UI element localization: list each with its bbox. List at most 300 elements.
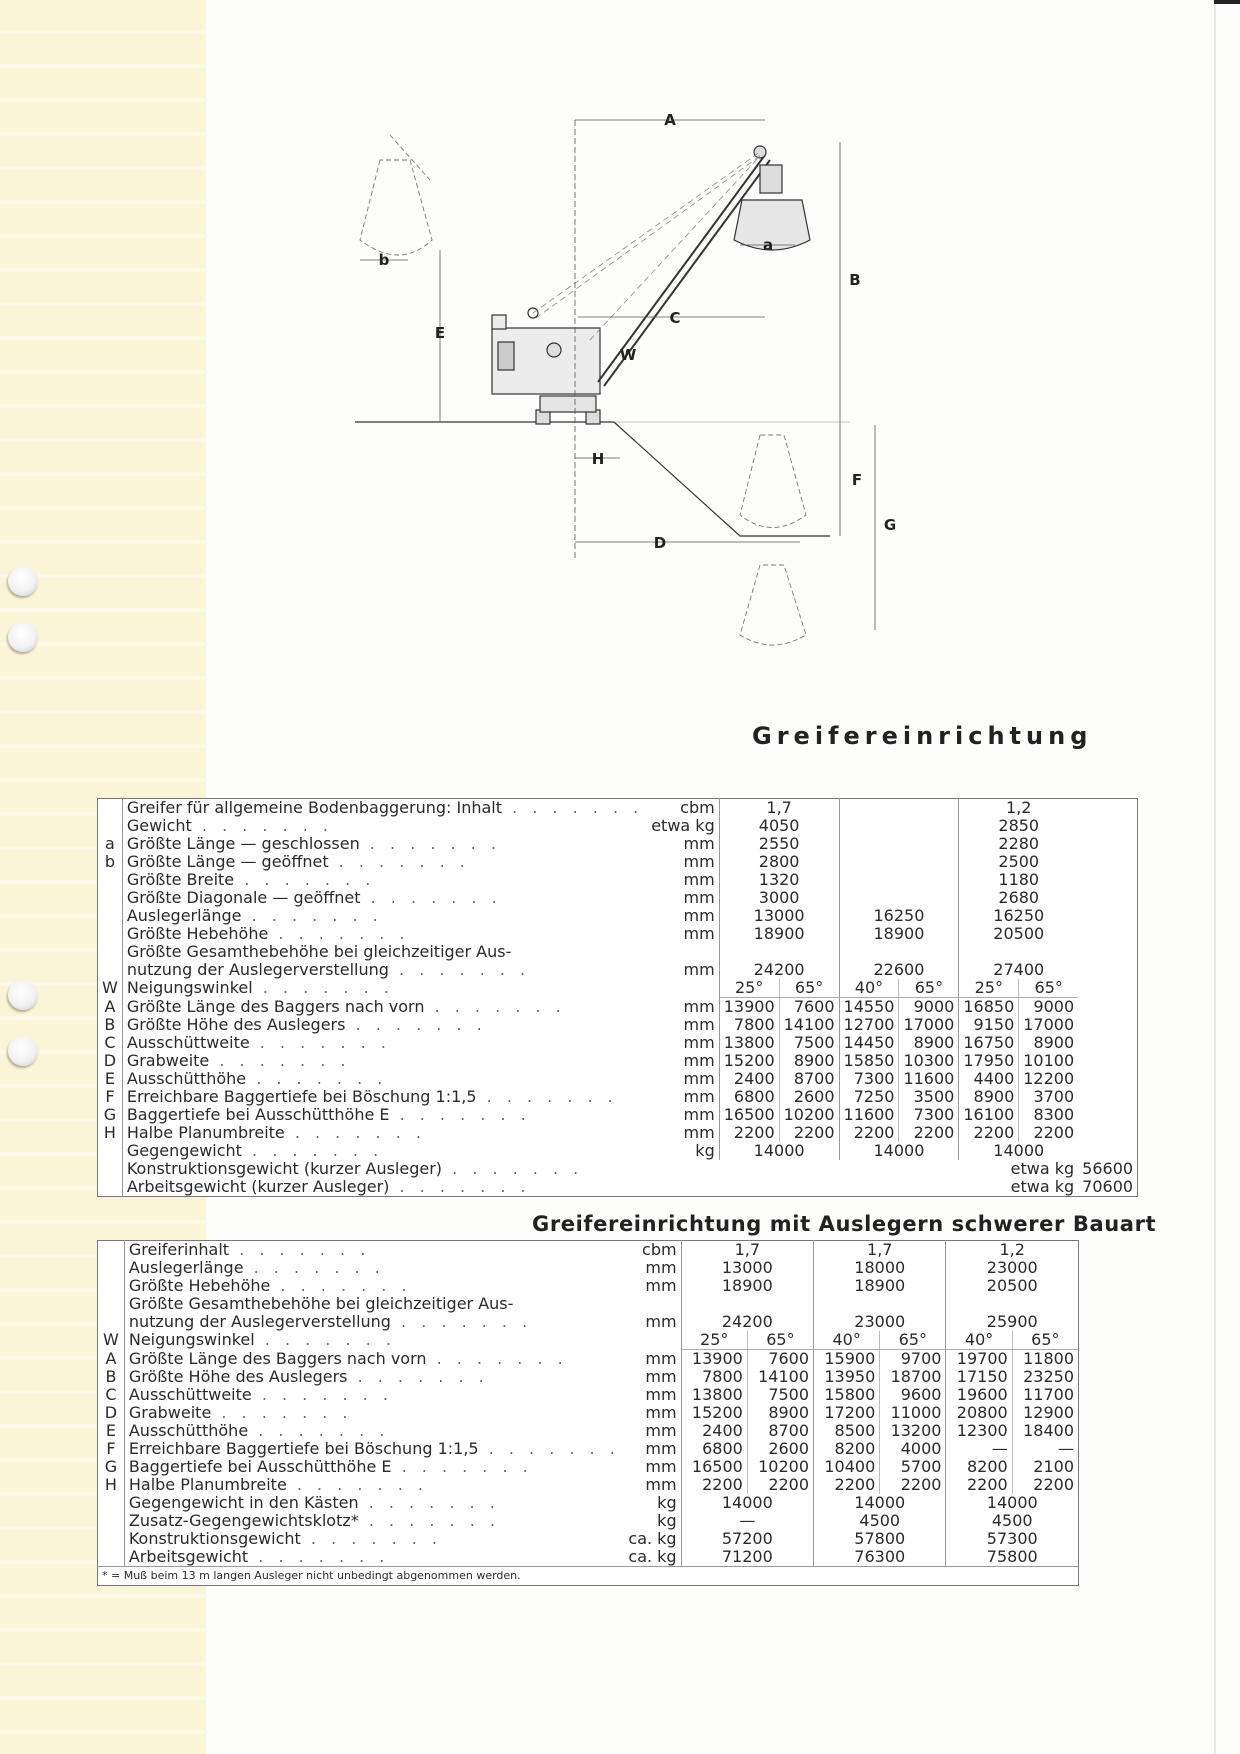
spec-value: 18700 [880,1368,946,1386]
dim-label-D: D [653,534,667,552]
spec-value [719,943,839,961]
spec-value: 6800 [719,1088,779,1106]
leader-dots: . . . . . . . [359,834,501,853]
boom-angle: 65° [899,979,959,998]
leader-dots: . . . . . . . [300,1529,443,1548]
row-label [124,1440,623,1458]
spec-row [98,1512,1079,1530]
spec-value: 2280 [998,834,1040,853]
spec-value [839,799,959,818]
dimension-letter: W [98,979,123,998]
spec-value: 4400 [959,1070,1019,1088]
spec-value: 2200 [899,1124,959,1142]
spec-value [839,817,959,835]
leader-dots: . . . . . . . [391,1457,533,1476]
spec-value [959,943,1078,961]
spec-value: 8900 [779,1052,839,1070]
spec-value: 12700 [839,1016,899,1034]
dimension-letter [98,1259,125,1277]
spec-value: 57300 [986,1529,1038,1548]
spec-value: 14000 [993,1141,1045,1160]
spec-row [98,1530,1079,1548]
spec-value: 8300 [1033,1105,1075,1124]
spec-value: 16850 [959,998,1019,1017]
unit: mm [624,1368,681,1386]
punch-hole [8,622,38,652]
row-label [122,871,647,889]
spec-value: 7800 [719,1016,779,1034]
row-label [122,1178,959,1197]
spec-row [98,1404,1079,1422]
boom-angle: 40° [814,1331,880,1350]
spec-value: 14000 [839,1142,959,1160]
spec-value: 1,7 [814,1241,946,1260]
row-label-text: Baggertiefe bei Ausschütthöhe E [128,1457,392,1476]
dimension-letter: G [98,1458,125,1476]
spec-table-grab-equipment [97,798,1138,1197]
unit: kg [647,1142,719,1160]
row-label-text: Ausschüttweite [128,1385,252,1404]
spec-value: 13800 [681,1386,747,1404]
row-label-text: Größte Länge — geöffnet [126,852,329,871]
row-label-text: Auslegerlänge [128,1258,244,1277]
spec-value: 10200 [747,1458,813,1476]
unit: mm [624,1404,681,1422]
spec-row [98,1476,1079,1494]
spec-value: 2550 [719,835,839,853]
spec-value: 8900 [959,1088,1019,1106]
row-label [122,1160,959,1178]
unit: mm [647,1124,719,1142]
spec-value: 9600 [880,1386,946,1404]
spec-value: 14000 [719,1142,839,1160]
unit: mm [647,961,719,979]
spec-value: 9000 [899,998,959,1017]
unit: mm [647,853,719,871]
spec-value [839,943,959,961]
spec-value: 17150 [946,1368,1012,1386]
spec-row [98,998,1138,1017]
row-label [122,998,647,1017]
dimension-letter [98,871,123,889]
row-label-text: Ausschütthöhe [128,1421,249,1440]
leader-dots: . . . . . . . [388,960,531,979]
unit [624,1295,681,1313]
row-label [122,1052,647,1070]
row-label [124,1241,623,1260]
leader-dots: . . . . . . . [254,1330,396,1349]
spec-value: 71200 [681,1548,813,1567]
spec-value [946,1295,1079,1313]
spec-value: — [1058,1439,1074,1458]
spec-value: 8500 [814,1422,880,1440]
row-label [124,1368,623,1386]
row-label-text: Ausschüttweite [126,1033,250,1052]
spec-value: 1180 [998,870,1040,889]
spec-value: 2200 [814,1476,880,1494]
row-label-text: Grabweite [126,1051,210,1070]
spec-value: 14000 [814,1494,946,1512]
spec-row [98,799,1138,818]
spec-value: 8900 [899,1034,959,1052]
total-row [98,1178,1138,1197]
row-label-text: Erreichbare Baggertiefe bei Böschung 1:1,5 [126,1087,477,1106]
spec-row [98,961,1138,979]
spec-row [98,871,1138,889]
leader-dots: . . . . . . . [426,1348,568,1368]
spec-value: 2200 [946,1476,1012,1494]
spec-value: 16500 [681,1458,747,1476]
dimension-letter [98,943,123,961]
spec-value: 23000 [814,1313,946,1331]
spec-row [98,1034,1138,1052]
spec-value: 3500 [899,1088,959,1106]
row-label [124,1350,623,1369]
leader-dots: . . . . . . . [358,1493,500,1512]
leader-dots: . . . . . . . [286,1475,428,1494]
spec-value: 14100 [779,1016,839,1034]
spec-row [98,889,1138,907]
spec-value: 20500 [986,1276,1038,1295]
boom-angle: 25° [959,979,1019,998]
dimension-letter [98,817,123,835]
spec-row [98,925,1138,943]
section-title-grab-equipment: Greifereinrichtung [752,722,1093,750]
dimension-letter [98,889,123,907]
spec-value: 8900 [747,1404,813,1422]
dimension-letter [98,799,123,818]
unit [624,1331,681,1350]
spec-value: 4000 [880,1440,946,1458]
unit: mm [647,1088,719,1106]
machine-grille [498,342,514,370]
spec-value: 7500 [779,1034,839,1052]
unit: mm [624,1476,681,1494]
row-label [122,943,647,961]
unit: ca. kg [624,1530,681,1548]
row-label-text: Greifer für allgemeine Bodenbaggerung: Inhalt [126,798,502,817]
boom-angle: 65° [779,979,839,998]
row-label [124,1494,623,1512]
unit: mm [647,1070,719,1088]
row-label [122,979,647,998]
row-label [124,1331,623,1350]
leader-dots: . . . . . . . [241,906,383,925]
row-label [124,1386,623,1404]
row-label [122,1106,647,1124]
dimension-letter: H [98,1476,125,1494]
spec-value: 2850 [998,816,1040,835]
total-row [98,1160,1138,1178]
dimension-letter [98,1142,123,1160]
leader-dots: . . . . . . . [358,1511,500,1530]
row-label-text: Größte Höhe des Auslegers [128,1367,348,1386]
section-title-heavy-boom: Greifereinrichtung mit Auslegern schwerer Bauart [532,1212,1157,1236]
row-label [124,1548,623,1567]
dragline-dimension-diagram [340,110,1080,670]
row-label-text: Größte Länge des Baggers nach vorn [126,996,425,1016]
spec-value: 7300 [839,1070,899,1088]
dimension-letter: W [98,1331,125,1350]
spec-value: 16500 [719,1106,779,1124]
angle-row [98,1331,1079,1350]
row-label [122,1034,647,1052]
row-label [124,1404,623,1422]
spec-value: 12900 [1023,1403,1074,1422]
spec-row [98,1142,1138,1160]
spec-value: 2400 [681,1422,747,1440]
spec-value: 57800 [814,1530,946,1548]
spec-value: 2200 [779,1124,839,1142]
footnote-row [98,1567,1079,1586]
leader-dots: . . . . . . . [345,1015,487,1034]
spec-row [98,1368,1079,1386]
spec-value: 17000 [1023,1015,1075,1034]
leader-dots: . . . . . . . [229,1240,371,1259]
spec-value: 2600 [747,1440,813,1458]
row-label-text: Zusatz-Gegengewichtsklotz* [128,1511,359,1530]
spec-value: 7600 [747,1350,813,1369]
spec-value: 11600 [839,1106,899,1124]
spec-value: 14000 [681,1494,813,1512]
unit: kg [624,1494,681,1512]
spec-value: 14100 [747,1368,813,1386]
spec-row [98,1070,1138,1088]
spec-row [98,835,1138,853]
total-value: 70600 [1082,1177,1134,1196]
row-label-text: Auslegerlänge [126,906,242,925]
row-label-text: Neigungswinkel [128,1330,255,1349]
dimension-letter: C [98,1386,125,1404]
page-corner-mark [1214,0,1240,4]
dim-label-B: B [849,271,861,289]
spec-value: 18900 [719,925,839,943]
spec-value [839,889,959,907]
dimension-letter: A [98,998,123,1017]
spec-value: 23000 [986,1258,1038,1277]
unit: ca. kg [624,1548,681,1567]
dim-label-F: F [851,471,863,489]
spec-value: 2400 [719,1070,779,1088]
spec-row [98,943,1138,961]
spec-row [98,1440,1079,1458]
row-label-text: Ausschütthöhe [126,1069,247,1088]
dimension-letter: D [98,1052,123,1070]
spec-row [98,1277,1079,1295]
spec-value: 13900 [719,998,779,1017]
dimension-letter: b [98,853,123,871]
spec-value: 23250 [1023,1367,1074,1386]
unit [647,979,719,998]
spec-value: 9700 [880,1350,946,1369]
spec-value: 13950 [814,1368,880,1386]
unit: mm [647,925,719,943]
spec-table-heavy-boom [97,1240,1079,1586]
unit: mm [624,1313,681,1331]
dimension-letter [98,1241,125,1260]
spec-value: 3700 [1033,1087,1075,1106]
dim-label-H: H [591,450,605,468]
spec-row [98,1313,1079,1331]
spec-value: 57200 [681,1530,813,1548]
row-label [124,1530,623,1548]
spec-value: 1,7 [719,799,839,818]
spec-value: 5700 [880,1458,946,1476]
spec-value: 13000 [719,907,839,925]
spec-value: 2200 [747,1476,813,1494]
spec-value: 16100 [959,1106,1019,1124]
unit: cbm [647,799,719,818]
unit: mm [647,1016,719,1034]
spec-value: 14000 [986,1493,1038,1512]
spec-value: 20800 [946,1404,1012,1422]
spec-value: 8700 [779,1070,839,1088]
spec-value: 10400 [814,1458,880,1476]
spec-value: 11600 [899,1070,959,1088]
dimension-letter [98,1530,125,1548]
spec-value: 13000 [681,1259,813,1277]
dimension-letter: a [98,835,123,853]
dim-label-a: a [762,236,774,254]
row-label [124,1422,623,1440]
leader-dots: . . . . . . . [389,1105,531,1124]
row-label-text: Größte Höhe des Auslegers [126,1015,346,1034]
leader-dots: . . . . . . . [270,1276,412,1295]
spec-value: 18900 [681,1277,813,1295]
leader-dots: . . . . . . . [347,1367,489,1386]
row-label-text: Konstruktionsgewicht (kurzer Ausleger) [126,1159,443,1178]
footnote: * = Muß beim 13 m langen Ausleger nicht unbedingt abgenommen werden. [98,1567,1079,1586]
spec-row [98,1052,1138,1070]
spec-value: 16250 [839,907,959,925]
dimension-letter [98,961,123,979]
spec-value: 10200 [779,1106,839,1124]
spec-value: 19700 [946,1350,1012,1369]
spec-row [98,1016,1138,1034]
unit: etwa kg [1010,1159,1075,1178]
dimension-letter [98,925,123,943]
leader-dots: . . . . . . . [478,1439,620,1458]
spec-row [98,1124,1138,1142]
unit: mm [647,835,719,853]
spec-value: 13200 [880,1422,946,1440]
row-label-text: Grabweite [128,1403,212,1422]
dimension-letter [98,1160,123,1178]
spec-value: 3000 [719,889,839,907]
boom-angle: 65° [1012,1331,1078,1350]
spec-value: 11000 [880,1404,946,1422]
unit: etwa kg [1010,1177,1075,1196]
spec-value: 4500 [991,1511,1033,1530]
row-label [122,1070,647,1088]
spec-value: 2200 [681,1476,747,1494]
unit: mm [624,1277,681,1295]
row-label-text: Gegengewicht [126,1141,242,1160]
leader-dots: . . . . . . . [252,978,394,997]
row-label [122,799,647,818]
dimension-letter [98,907,123,925]
spec-row [98,1548,1079,1567]
spec-value [839,835,959,853]
row-label [122,1088,647,1106]
dim-label-W: W [619,346,637,364]
row-label-text: Gewicht [126,816,192,835]
unit: mm [647,998,719,1017]
unit: mm [647,907,719,925]
row-label-text: Konstruktionsgewicht [128,1529,301,1548]
spec-value: 14450 [839,1034,899,1052]
unit: mm [647,1106,719,1124]
spec-row [98,1241,1079,1260]
spec-value: 17950 [959,1052,1019,1070]
spec-value: 20500 [993,924,1045,943]
spec-value: 14550 [839,998,899,1017]
row-label [122,907,647,925]
leader-dots: . . . . . . . [442,1159,584,1178]
dimension-letter: F [98,1440,125,1458]
row-label [122,853,647,871]
leader-dots: . . . . . . . [248,1547,390,1566]
spec-row [98,1259,1079,1277]
dimension-letter [98,1548,125,1567]
dimension-letter: C [98,1034,123,1052]
dimension-letter: A [98,1350,125,1369]
dim-label-b: b [378,251,390,269]
dimension-letter: E [98,1070,123,1088]
spec-value: 15800 [814,1386,880,1404]
manufacturer-logo [547,343,561,357]
spec-value: 18400 [1023,1421,1074,1440]
row-label-text: Größte Gesamthebehöhe bei gleichzeitiger Aus- [126,942,512,961]
spec-value: 17200 [814,1404,880,1422]
boom-angle: 40° [839,979,899,998]
punch-hole [8,566,38,596]
spec-value: 2600 [779,1088,839,1106]
spec-row [98,1088,1138,1106]
spec-value: 15850 [839,1052,899,1070]
dimension-letter: E [98,1422,125,1440]
leader-dots: . . . . . . . [246,1069,388,1088]
boom-angle: 25° [719,979,779,998]
spec-value: 1,7 [681,1241,813,1260]
row-label-text: Halbe Planumbreite [128,1475,287,1494]
row-label-text: nutzung der Auslegerverstellung [126,960,389,979]
row-label [124,1313,623,1331]
punch-hole [8,1036,38,1066]
row-label [122,1124,647,1142]
spec-value: 2200 [880,1476,946,1494]
spec-value: 10300 [899,1052,959,1070]
spec-row [98,1295,1079,1313]
spec-value: 7800 [681,1368,747,1386]
spec-value: 1320 [719,871,839,889]
dimension-letter: F [98,1088,123,1106]
spec-value: 13900 [681,1350,747,1369]
row-label-text: Arbeitsgewicht (kurzer Ausleger) [126,1177,390,1196]
spec-row [98,1386,1079,1404]
spec-row [98,1350,1079,1369]
dim-label-A: A [664,111,676,129]
row-label-text: Baggertiefe bei Ausschütthöhe E [126,1105,390,1124]
spec-value: 16250 [993,906,1045,925]
leader-dots: . . . . . . . [476,1087,618,1106]
unit: mm [624,1422,681,1440]
unit: mm [624,1440,681,1458]
spec-value: — [946,1440,1012,1458]
dimension-letter [98,1494,125,1512]
spec-value: 2200 [839,1124,899,1142]
spec-value: 7600 [779,998,839,1017]
